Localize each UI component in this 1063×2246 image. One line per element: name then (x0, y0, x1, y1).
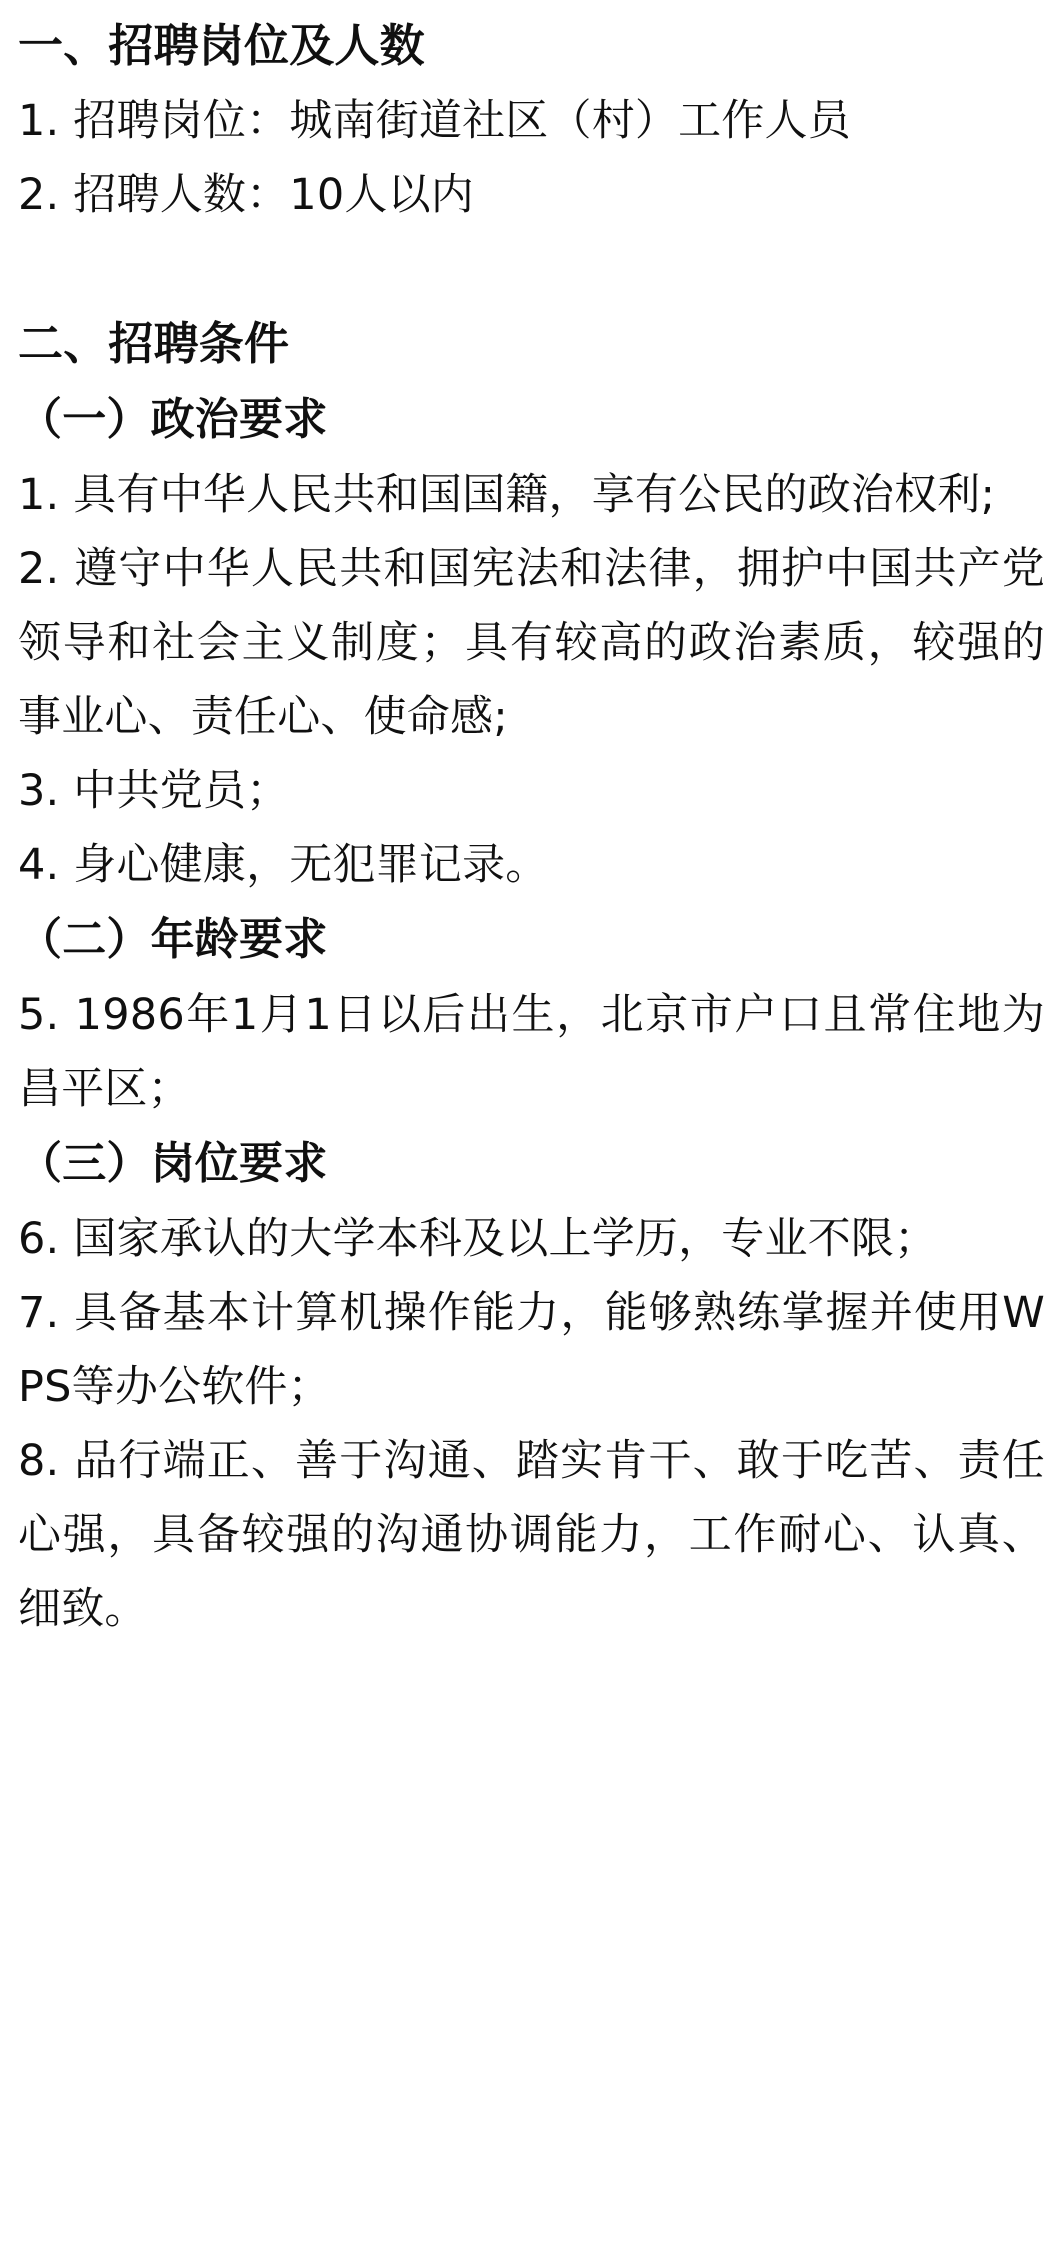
paragraph-spacer (18, 232, 1045, 306)
paragraph: 1. 招聘岗位：城南街道社区（村）工作人员 (18, 96, 851, 146)
subsection-heading: （一）政治要求 (18, 394, 328, 445)
paragraph: 8. 品行端正、善于沟通、踏实肯干、敢于吃苦、责任心强，具备较强的沟通协调能力，工作耐心、认真、细致。 (18, 1436, 1045, 1634)
section-heading: 一、招聘岗位及人数 (18, 19, 425, 72)
paragraph: 7. 具备基本计算机操作能力，能够熟练掌握并使用WPS等办公软件； (18, 1288, 1045, 1412)
subsection-heading: （二）年龄要求 (18, 914, 328, 965)
section-heading: 二、招聘条件 (18, 317, 290, 370)
paragraph: 2. 遵守中华人民共和国宪法和法律，拥护中国共产党领导和社会主义制度；具有较高的政治素质，较强的事业心、责任心、使命感; (18, 544, 1045, 742)
paragraph: 2. 招聘人数：10人以内 (18, 170, 475, 220)
subsection-heading: （三）岗位要求 (18, 1138, 328, 1189)
paragraph: 6. 国家承认的大学本科及以上学历，专业不限； (18, 1214, 938, 1264)
document-body (18, 8, 1045, 1646)
paragraph: 3. 中共党员； (18, 766, 290, 816)
paragraph: 4. 身心健康，无犯罪记录。 (18, 840, 549, 890)
paragraph: 5. 1986年1月1日以后出生，北京市户口且常住地为昌平区； (18, 990, 1045, 1114)
paragraph: 1. 具有中华人民共和国国籍，享有公民的政治权利; (18, 470, 996, 520)
